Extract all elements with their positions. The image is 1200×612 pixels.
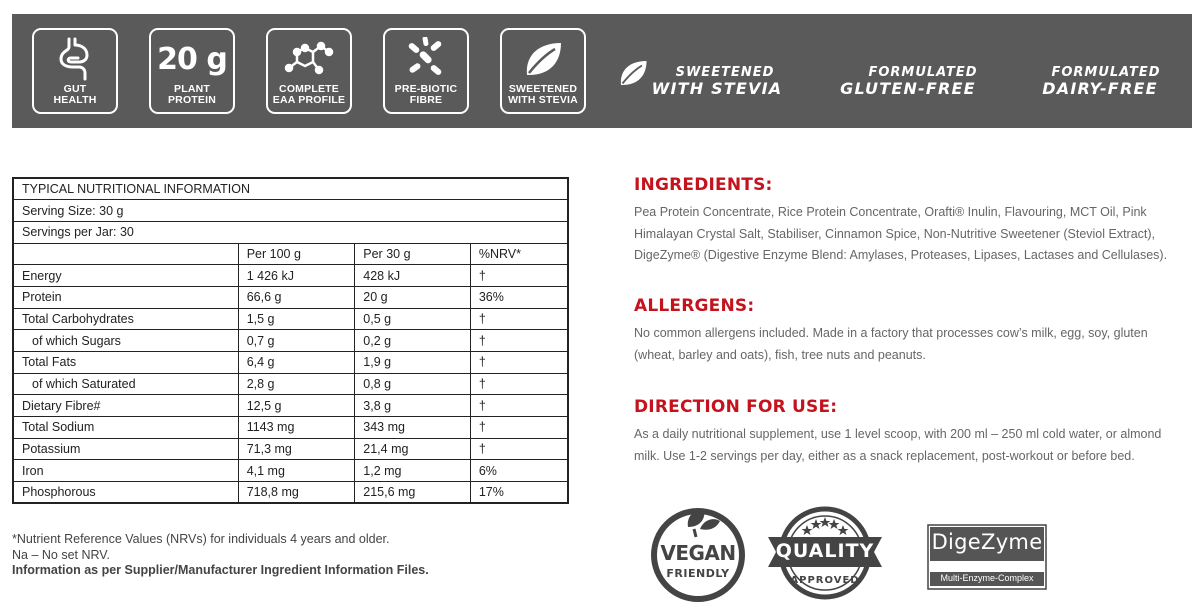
nutrient-value: 6,4 g: [238, 352, 355, 374]
claim-line2: GLUTEN-FREE: [840, 79, 976, 98]
nutrient-value: 17%: [470, 482, 568, 504]
nutrient-value: †: [470, 352, 568, 374]
nutrient-value: 343 mg: [355, 417, 471, 439]
serving-size-row: [13, 200, 568, 222]
nutrient-value: 4,1 mg: [238, 460, 355, 482]
nutrient-row: [13, 438, 568, 460]
nutrient-value: 12,5 g: [238, 395, 355, 417]
nutrient-name: Total Carbohydrates: [13, 308, 238, 330]
nutrient-value: 71,3 mg: [238, 438, 355, 460]
nutrient-row: [13, 286, 568, 308]
nutrient-value: 3,8 g: [355, 395, 471, 417]
badge-prebiotic-fibre: [383, 28, 469, 114]
badge-label: PRE-BIOTIC FIBRE: [394, 83, 458, 106]
nutrient-row: [13, 265, 568, 287]
column-header: %NRV*: [470, 243, 568, 265]
claim-line2: DAIRY-FREE: [1042, 79, 1158, 98]
nutrient-value: 1,9 g: [355, 352, 471, 374]
source-note: Information as per Supplier/Manufacturer Ingredient Information Files.: [12, 563, 429, 577]
nutrient-value: 1 426 kJ: [238, 265, 355, 287]
nutrient-value: 718,8 mg: [238, 482, 355, 504]
nrv-note: *Nutrient Reference Values (NRVs) for individuals 4 years and older.: [12, 532, 390, 546]
servings-per-jar-row: [13, 221, 568, 243]
twenty-grams-icon: [151, 36, 233, 82]
nutrient-row: [13, 417, 568, 439]
badge-label: SWEETENED WITH STEVIA: [508, 83, 578, 106]
nutrient-name: of which Sugars: [13, 330, 238, 352]
ingredients-heading: INGREDIENTS:: [634, 175, 773, 195]
gut-icon: [34, 36, 116, 82]
digezyme-sub: Multi-Enzyme-Complex: [940, 573, 1034, 583]
badge-eaa-profile: [266, 28, 352, 114]
claim-gluten-free: [818, 66, 998, 98]
nutrient-name: Total Sodium: [13, 417, 238, 439]
table-header-row: [13, 243, 568, 265]
nutrient-value: 428 kJ: [355, 265, 471, 287]
nutrient-value: 0,7 g: [238, 330, 355, 352]
nutrient-value: 21,4 mg: [355, 438, 471, 460]
digezyme-logo: [927, 524, 1047, 590]
na-note: Na – No set NRV.: [12, 547, 110, 562]
claim-stevia: [616, 66, 800, 98]
nutrient-value: †: [470, 330, 568, 352]
molecule-icon: [268, 36, 350, 82]
nutrient-value: 215,6 mg: [355, 482, 471, 504]
claim-line1: FORMULATED: [1051, 65, 1161, 80]
nutrient-row: [13, 330, 568, 352]
vegan-friendly-logo: [648, 503, 748, 603]
nutrient-name: Dietary Fibre#: [13, 395, 238, 417]
nutrient-value: †: [470, 417, 568, 439]
badge-gut-health: [32, 28, 118, 114]
quality-line2: APPROVED: [790, 575, 860, 586]
column-header: Per 100 g: [238, 243, 355, 265]
vegan-line2: FRIENDLY: [666, 567, 730, 580]
claim-line1: FORMULATED: [868, 65, 978, 80]
nutrient-name: Protein: [13, 286, 238, 308]
table-title-row: [13, 178, 568, 200]
nutrient-value: 1,5 g: [238, 308, 355, 330]
table-title: TYPICAL NUTRITIONAL INFORMATION: [13, 178, 568, 200]
claim-line2: WITH STEVIA: [651, 79, 783, 98]
nutrient-value: 20 g: [355, 286, 471, 308]
badge-label: COMPLETE EAA PROFILE: [272, 83, 346, 106]
fibre-icon: [385, 36, 467, 82]
allergens-text: No common allergens included. Made in a factory that processes cow’s milk, egg, soy, gluten (wheat, barley and oats), fish, tree nuts and peanuts.: [634, 326, 1148, 362]
nutrient-value: 0,8 g: [355, 373, 471, 395]
nutrient-row: [13, 460, 568, 482]
nutrient-value: †: [470, 373, 568, 395]
nutrient-value: 2,8 g: [238, 373, 355, 395]
servings-per-jar: Servings per Jar: 30: [13, 221, 568, 243]
table-footnotes: [12, 532, 429, 579]
nutrient-row: [13, 482, 568, 504]
column-header: Per 30 g: [355, 243, 471, 265]
nutrient-row: [13, 373, 568, 395]
feature-banner: [12, 14, 1192, 128]
nutrient-value: 36%: [470, 286, 568, 308]
badge-plant-protein: [149, 28, 235, 114]
nutrient-name: Total Fats: [13, 352, 238, 374]
leaf-icon: [502, 36, 584, 82]
badge-big-text: 20 g: [157, 41, 227, 77]
vegan-line1: VEGAN: [660, 541, 736, 565]
nutrient-row: [13, 352, 568, 374]
nutrient-name: Potassium: [13, 438, 238, 460]
allergens-heading: ALLERGENS:: [634, 296, 755, 316]
ingredients-text: Pea Protein Concentrate, Rice Protein Concentrate, Orafti® Inulin, Flavouring, MCT Oil, Pink Himalayan Crystal Salt, Stabiliser, Cinnamon Spice, Non-Nutritive Sweetener (Steviol Extract), DigeZyme® (Digestive Enzyme Blend: Amylases, Proteases, Lipases, Lactases and Cellulases).: [634, 205, 1168, 262]
nutrition-table: [12, 177, 569, 504]
quality-approved-logo: [766, 503, 884, 603]
nutrient-value: 1,2 mg: [355, 460, 471, 482]
nutrient-name: Energy: [13, 265, 238, 287]
nutrient-value: †: [470, 438, 568, 460]
nutrient-row: [13, 395, 568, 417]
badge-stevia: [500, 28, 586, 114]
badge-label: PLANT PROTEIN: [167, 83, 217, 106]
claim-dairy-free: [1018, 66, 1182, 98]
claim-line1: SWEETENED: [675, 65, 775, 80]
leaf-icon: [616, 58, 650, 88]
serving-size: Serving Size: 30 g: [13, 200, 568, 222]
directions-text: As a daily nutritional supplement, use 1 level scoop, with 200 ml – 250 ml cold water, or almond milk. Use 1-2 servings per day, either as a snack replacement, post-workout or before bed.: [634, 427, 1162, 463]
nutrient-value: 6%: [470, 460, 568, 482]
nutrient-value: 0,2 g: [355, 330, 471, 352]
column-header: [13, 243, 238, 265]
nutrient-value: 1143 mg: [238, 417, 355, 439]
nutrient-value: †: [470, 308, 568, 330]
quality-line1: QUALITY: [775, 540, 875, 562]
nutrient-name: Phosphorous: [13, 482, 238, 504]
badge-label: GUT HEALTH: [53, 83, 97, 106]
directions-heading: DIRECTION FOR USE:: [634, 397, 838, 417]
digezyme-name: DigeZyme: [931, 530, 1043, 554]
nutrient-value: †: [470, 265, 568, 287]
nutrient-row: [13, 308, 568, 330]
nutrient-value: †: [470, 395, 568, 417]
nutrient-name: of which Saturated: [13, 373, 238, 395]
nutrient-name: Iron: [13, 460, 238, 482]
nutrient-value: 66,6 g: [238, 286, 355, 308]
nutrient-value: 0,5 g: [355, 308, 471, 330]
